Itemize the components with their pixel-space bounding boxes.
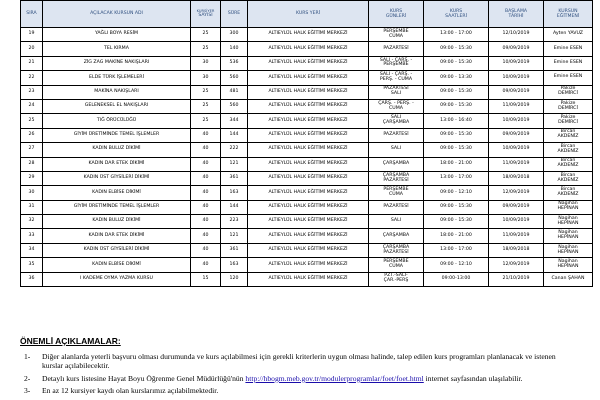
trainee-count: 40 <box>191 171 221 185</box>
row-number: 20 <box>21 42 43 56</box>
duration: 560 <box>221 71 248 85</box>
instructor-line: DEMİRCİ <box>558 120 578 126</box>
note-item <box>20 352 592 371</box>
instructor <box>544 42 593 56</box>
modular-programs-link[interactable]: http://hbogm.meb.gov.tr/modulerprogramlar/foet/foet.html <box>245 373 424 383</box>
header-sira: SIRA <box>21 1 43 28</box>
course-place: ALTIEYLÜL HALK EĞİTİMİ MERKEZİ <box>248 143 369 157</box>
course-days <box>369 157 424 171</box>
row-number: 35 <box>21 258 43 272</box>
note-item <box>20 386 592 395</box>
instructor-line: Pakize <box>560 86 576 92</box>
course-days-line: SALI - ÇARŞ. - <box>379 71 413 77</box>
course-name: GİYİM ÜRETİMİNDE TEMEL İŞLEMLER <box>43 128 191 142</box>
course-days <box>369 200 424 214</box>
notes-title: ÖNEMLİ AÇIKLAMALAR: <box>20 336 121 346</box>
trainee-count: 40 <box>191 200 221 214</box>
instructor <box>544 99 593 113</box>
trainee-count: 25 <box>191 85 221 99</box>
header-duration: SÜRE <box>221 1 248 28</box>
duration: 121 <box>221 229 248 243</box>
course-name: KADIN ELBİSE DİKİMİ <box>43 258 191 272</box>
instructor-line: Bircan <box>560 143 576 149</box>
duration: 120 <box>221 272 248 286</box>
course-days <box>369 186 424 200</box>
course-days <box>369 114 424 128</box>
course-name: KADIN BULUZ DİKİMİ <box>43 215 191 229</box>
course-place: ALTIEYLÜL HALK EĞİTİMİ MERKEZİ <box>248 28 369 42</box>
important-notes <box>20 336 592 399</box>
instructor-line: Bircan <box>560 129 576 135</box>
start-date: 09/09/2019 <box>489 42 544 56</box>
course-hours: 13:00 - 17:00 <box>424 171 489 185</box>
course-hours: 18:00 - 21:00 <box>424 157 489 171</box>
instructor-line: Canan ŞAHAN <box>551 275 585 281</box>
course-days <box>369 128 424 142</box>
instructor <box>544 28 593 42</box>
instructor-line: HEPİNAN <box>557 249 579 255</box>
duration: 300 <box>221 28 248 42</box>
start-date: 10/09/2019 <box>489 114 544 128</box>
start-date: 10/09/2019 <box>489 215 544 229</box>
course-days-line: PERŞEMBE <box>383 187 409 193</box>
course-name: KADIN BULUZ DİKİMİ <box>43 143 191 157</box>
duration: 536 <box>221 56 248 70</box>
course-place: ALTIEYLÜL HALK EĞİTİMİ MERKEZİ <box>248 56 369 70</box>
course-place: ALTIEYLÜL HALK EĞİTİMİ MERKEZİ <box>248 215 369 229</box>
course-days-line: PERŞEMBE <box>383 62 409 68</box>
duration: 222 <box>221 143 248 157</box>
table-row <box>21 186 593 200</box>
duration: 144 <box>221 200 248 214</box>
course-days <box>369 85 424 99</box>
course-name: KADIN DAR ETEK DİKİMİ <box>43 229 191 243</box>
row-number: 23 <box>21 85 43 99</box>
table-row <box>21 229 593 243</box>
course-days-line: SALI <box>390 115 402 121</box>
course-name: ZİG ZAG MAKİNE NAKIŞLARI <box>43 56 191 70</box>
course-place: ALTIEYLÜL HALK EĞİTİMİ MERKEZİ <box>248 243 369 257</box>
table-row <box>21 171 593 185</box>
duration: 481 <box>221 85 248 99</box>
note-number: 3- <box>24 386 31 396</box>
note-number: 1- <box>24 352 31 361</box>
table-row <box>21 28 593 42</box>
note-text: En az 12 kursiyer kaydı olan kurslarımız açılabilmektedir. <box>42 386 219 396</box>
course-days <box>369 71 424 85</box>
instructor <box>544 200 593 214</box>
note-number: 2- <box>24 373 31 383</box>
course-days <box>369 42 424 56</box>
trainee-count: 40 <box>191 186 221 200</box>
table-row <box>21 258 593 272</box>
table-row <box>21 200 593 214</box>
course-days <box>369 56 424 70</box>
table-row <box>21 243 593 257</box>
course-days <box>369 215 424 229</box>
instructor-line: DEMİRCİ <box>558 105 578 111</box>
start-date: 09/09/2019 <box>489 128 544 142</box>
start-date: 11/09/2019 <box>489 157 544 171</box>
course-days-line: SALI <box>390 91 402 97</box>
duration: 223 <box>221 215 248 229</box>
start-date: 12/09/2019 <box>489 258 544 272</box>
course-days-line: PERŞ. - CUMA <box>379 76 413 82</box>
header-trainee-count: KURSİYER SAYISI <box>191 1 221 28</box>
start-date: 11/09/2019 <box>489 229 544 243</box>
trainee-count: 40 <box>191 243 221 257</box>
header-start-date: BAŞLAMA TARİHİ <box>489 1 544 28</box>
course-days-line: SALI <box>390 146 402 152</box>
instructor <box>544 272 593 286</box>
header-course-place: KURS YERİ <box>248 1 369 28</box>
table-row <box>21 143 593 157</box>
course-days-line: PAZARTESİ <box>383 203 409 209</box>
course-hours: 09:00 - 15:30 <box>424 128 489 142</box>
table-row <box>21 215 593 229</box>
start-date: 10/09/2019 <box>489 56 544 70</box>
duration: 361 <box>221 171 248 185</box>
instructor-line: AKDENİZ <box>557 177 579 183</box>
instructor <box>544 143 593 157</box>
instructor <box>544 56 593 70</box>
instructor-line: Emine ESEN <box>553 45 583 51</box>
row-number: 22 <box>21 71 43 85</box>
instructor-line: Nagihan <box>558 259 578 264</box>
table-row <box>21 272 593 286</box>
course-days-line: ÇARŞAMBA <box>382 160 410 166</box>
course-hours: 09:00 - 13:30 <box>424 71 489 85</box>
instructor-line: Nagihan <box>558 215 578 221</box>
row-number: 32 <box>21 215 43 229</box>
course-name: GİYİM ÜRETİMİNDE TEMEL İŞLEMLER <box>43 200 191 214</box>
start-date: 12/09/2019 <box>489 186 544 200</box>
note-text: Detaylı kurs listesine Hayat Boyu Öğrenme Genel Müdürlüğü'nün http://hbogm.meb.gov.tr/modulerprogramlar/foet/foet.html internet sayfasından ulaşılabilir. <box>42 373 523 383</box>
trainee-count: 40 <box>191 258 221 272</box>
course-name: MAKİNA NAKIŞLARI <box>43 85 191 99</box>
course-place: ALTIEYLÜL HALK EĞİTİMİ MERKEZİ <box>248 200 369 214</box>
instructor-line: Bircan <box>560 187 576 193</box>
course-days-line: SALI <box>390 218 402 224</box>
course-name: TIĞ ÖRÜCÜLÜĞÜ <box>43 114 191 128</box>
instructor-line: Nagihan <box>558 201 578 207</box>
trainee-count: 25 <box>191 99 221 113</box>
course-hours: 09:00 - 15:30 <box>424 215 489 229</box>
start-date: 21/10/2019 <box>489 272 544 286</box>
duration: 163 <box>221 186 248 200</box>
course-days-line: ÇARŞAMBA <box>382 232 410 238</box>
trainee-count: 25 <box>191 28 221 42</box>
row-number: 24 <box>21 99 43 113</box>
row-number: 21 <box>21 56 43 70</box>
trainee-count: 15 <box>191 272 221 286</box>
start-date: 18/09/2018 <box>489 243 544 257</box>
course-place: ALTIEYLÜL HALK EĞİTİMİ MERKEZİ <box>248 229 369 243</box>
start-date: 11/09/2019 <box>489 99 544 113</box>
instructor-line: Pakize <box>560 100 576 106</box>
course-place: ALTIEYLÜL HALK EĞİTİMİ MERKEZİ <box>248 42 369 56</box>
row-number: 26 <box>21 128 43 142</box>
course-days <box>369 272 424 286</box>
course-hours: 09:00 - 15:30 <box>424 42 489 56</box>
note-item <box>20 374 592 383</box>
header-course-days: KURS GÜNLERİ <box>369 1 424 28</box>
course-hours: 09:00 - 15:30 <box>424 56 489 70</box>
trainee-count: 25 <box>191 114 221 128</box>
course-hours: 09:00 - 15:30 <box>424 143 489 157</box>
instructor-line: HEPİNAN <box>557 263 579 269</box>
course-hours: 13:00 - 16:40 <box>424 114 489 128</box>
course-days <box>369 171 424 185</box>
table-row <box>21 85 593 99</box>
course-place: ALTIEYLÜL HALK EĞİTİMİ MERKEZİ <box>248 258 369 272</box>
instructor-line: Pakize <box>560 115 576 121</box>
course-days-line: PAZARTESİ <box>383 45 409 51</box>
instructor <box>544 71 593 85</box>
course-hours: 18:00 - 21:00 <box>424 229 489 243</box>
course-days-line: CUMA <box>389 191 403 197</box>
trainee-count: 40 <box>191 143 221 157</box>
instructor-line: HEPİNAN <box>557 220 579 226</box>
trainee-count: 40 <box>191 128 221 142</box>
course-days-line: PERŞEMBE <box>383 28 409 34</box>
duration: 144 <box>221 128 248 142</box>
course-hours: 09:00 - 15:30 <box>424 200 489 214</box>
instructor-line: AKDENİZ <box>557 148 579 154</box>
course-days-line: ÇAR.-PERŞ <box>383 278 409 284</box>
course-days-line: ÇARŞAMBA <box>382 244 410 250</box>
duration: 344 <box>221 114 248 128</box>
instructor <box>544 229 593 243</box>
duration: 163 <box>221 258 248 272</box>
instructor-line: Ayten YAVUZ <box>552 31 584 37</box>
start-date: 09/09/2019 <box>489 85 544 99</box>
course-hours: 09:00 - 12:10 <box>424 258 489 272</box>
duration: 121 <box>221 157 248 171</box>
instructor-line: Emine ESEN <box>553 60 583 65</box>
course-place: ALTIEYLÜL HALK EĞİTİMİ MERKEZİ <box>248 128 369 142</box>
course-days-line: PZT.-SALI- <box>384 273 408 279</box>
course-days <box>369 143 424 157</box>
course-hours: 09:00 - 12:10 <box>424 186 489 200</box>
course-place: ALTIEYLÜL HALK EĞİTİMİ MERKEZİ <box>248 171 369 185</box>
course-name: GELENEKSEL EL NAKIŞLARI <box>43 99 191 113</box>
start-date: 09/09/2019 <box>489 200 544 214</box>
row-number: 31 <box>21 200 43 214</box>
instructor-line: Nagihan <box>558 244 578 250</box>
table-row <box>21 99 593 113</box>
row-number: 27 <box>21 143 43 157</box>
course-days <box>369 258 424 272</box>
start-date: 10/09/2019 <box>489 143 544 157</box>
instructor-line: DEMİRCİ <box>558 91 578 97</box>
trainee-count: 40 <box>191 229 221 243</box>
table-row <box>21 128 593 142</box>
course-place: ALTIEYLÜL HALK EĞİTİMİ MERKEZİ <box>248 186 369 200</box>
course-hours: 09:00 - 15:30 <box>424 85 489 99</box>
course-days <box>369 28 424 42</box>
row-number: 19 <box>21 28 43 42</box>
row-number: 33 <box>21 229 43 243</box>
course-days-line: CUMA <box>389 105 403 111</box>
instructor <box>544 157 593 171</box>
instructor <box>544 85 593 99</box>
course-place: ALTIEYLÜL HALK EĞİTİMİ MERKEZİ <box>248 114 369 128</box>
course-days-line: PAZARTESİ <box>383 86 409 92</box>
course-hours: 09:00 - 15:30 <box>424 99 489 113</box>
trainee-count: 30 <box>191 71 221 85</box>
instructor-line: AKDENİZ <box>557 191 579 197</box>
course-days-line: ÇARŞAMBA <box>382 172 410 178</box>
duration: 560 <box>221 99 248 113</box>
instructor <box>544 114 593 128</box>
instructor-line: Bircan <box>560 172 576 178</box>
table-row <box>21 42 593 56</box>
course-days-line: PAZARTESİ <box>383 131 409 137</box>
note-text: Diğer alanlarda yeterli başvuru olması durumunda ve kurs açılabilmesi için gerekli kriterlerin uygun olması halinde, talep edilen kurs programları planlanacak ve istenen kurslar açılabilecektir. <box>42 352 556 371</box>
course-days-line: ÇARŞ. - PERŞ. - <box>378 100 414 106</box>
instructor <box>544 171 593 185</box>
duration: 361 <box>221 243 248 257</box>
header-course-name: AÇILACAK KURSUN ADI <box>43 1 191 28</box>
duration: 140 <box>221 42 248 56</box>
course-hours: 13:00 - 17:00 <box>424 243 489 257</box>
course-days-line: PAZARTESİ <box>383 249 409 255</box>
course-days-line: PAZARTESİ <box>383 177 409 183</box>
course-name: ELDE TÜRK İŞLEMELERİ <box>43 71 191 85</box>
row-number: 30 <box>21 186 43 200</box>
instructor-line: Bircan <box>560 158 576 164</box>
table-header-row <box>21 1 593 28</box>
instructor <box>544 128 593 142</box>
instructor <box>544 215 593 229</box>
instructor-line: AKDENİZ <box>557 163 579 169</box>
header-course-hours: KURS SAATLERİ <box>424 1 489 28</box>
start-date: 10/09/2019 <box>489 71 544 85</box>
instructor-line: HEPİNAN <box>557 235 579 241</box>
trainee-count: 40 <box>191 157 221 171</box>
instructor <box>544 243 593 257</box>
course-name: KADIN DAR ETEK DİKİMİ <box>43 157 191 171</box>
table-row <box>21 157 593 171</box>
instructor-line: HEPİNAN <box>557 206 579 212</box>
instructor-line: Emine ESEN <box>553 74 583 80</box>
course-name: I KADEME OYMA YAZMA KURSU <box>43 272 191 286</box>
table-row <box>21 71 593 85</box>
course-days-line: SALI - ÇARŞ. - <box>379 57 413 63</box>
trainee-count: 30 <box>191 56 221 70</box>
course-place: ALTIEYLÜL HALK EĞİTİMİ MERKEZİ <box>248 85 369 99</box>
header-instructor: KURSUN EĞİTMENİ <box>544 1 593 28</box>
course-name: YAĞLI BOYA RESİM <box>43 28 191 42</box>
course-name: TEL KIRMA <box>43 42 191 56</box>
course-place: ALTIEYLÜL HALK EĞİTİMİ MERKEZİ <box>248 157 369 171</box>
course-hours: 13:00 - 17:00 <box>424 28 489 42</box>
course-days <box>369 99 424 113</box>
course-name: KADIN ÜST GİYSİLERİ DİKİMİ <box>43 171 191 185</box>
instructor-line: AKDENİZ <box>557 134 579 140</box>
course-name: KADIN ELBİSE DİKİMİ <box>43 186 191 200</box>
row-number: 28 <box>21 157 43 171</box>
course-sheet <box>20 0 592 287</box>
course-days-line: CUMA <box>389 263 403 269</box>
row-number: 36 <box>21 272 43 286</box>
row-number: 25 <box>21 114 43 128</box>
course-days-line: CUMA <box>389 33 403 39</box>
course-place: ALTIEYLÜL HALK EĞİTİMİ MERKEZİ <box>248 272 369 286</box>
start-date: 12/10/2019 <box>489 28 544 42</box>
instructor <box>544 258 593 272</box>
start-date: 18/09/2018 <box>489 171 544 185</box>
course-days <box>369 229 424 243</box>
instructor <box>544 186 593 200</box>
row-number: 29 <box>21 171 43 185</box>
trainee-count: 40 <box>191 215 221 229</box>
course-days-line: PERŞEMBE <box>383 259 409 264</box>
trainee-count: 25 <box>191 42 221 56</box>
table-row <box>21 56 593 70</box>
course-hours: 09:00-13:00 <box>424 272 489 286</box>
table-row <box>21 114 593 128</box>
row-number: 34 <box>21 243 43 257</box>
course-days <box>369 243 424 257</box>
course-place: ALTIEYLÜL HALK EĞİTİMİ MERKEZİ <box>248 71 369 85</box>
course-days-line: ÇARŞAMBA <box>382 120 410 126</box>
instructor-line: Nagihan <box>558 230 578 236</box>
course-table <box>20 0 593 287</box>
course-name: KADIN ÜST GİYSİLERİ DİKİMİ <box>43 243 191 257</box>
course-place: ALTIEYLÜL HALK EĞİTİMİ MERKEZİ <box>248 99 369 113</box>
